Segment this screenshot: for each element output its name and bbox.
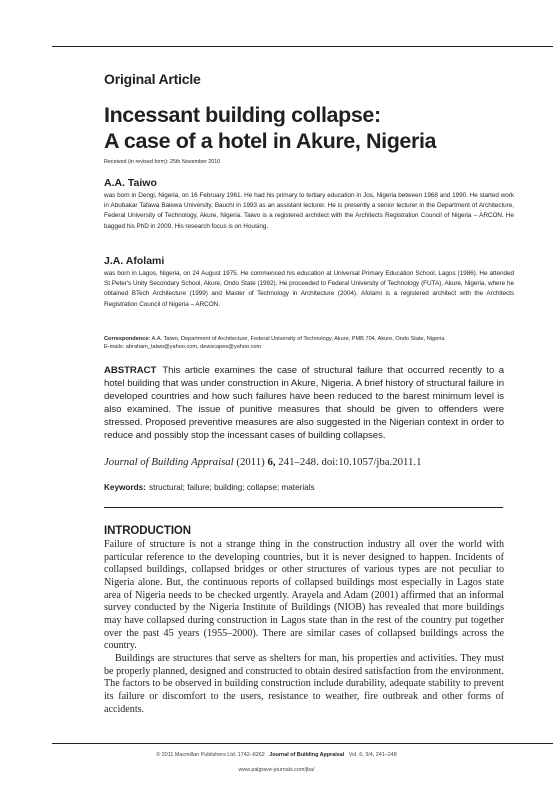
footer-copyright-line [0,752,553,758]
author-bio: was born in Lagos, Nigeria, on 24 August 1975. He commenced his education at Universal Primary Education School, Lagos (1986). He attended St Peter's Unity Secondary School, Akure, Ondo State (1992). He proceeded to Federal University of Technology (FUTA), Akure, Nigeria, where he obtained BTech Architecture (1999) and Master of Technology in Architecture (2004). Afolami is a registered architect with the Architects Registration Council of Nigeria – ARCON. [104,270,514,308]
footer-volume: Vol. 6, 3/4, 241–248 [348,752,397,758]
top-rule [52,46,553,47]
author-name: A.A. Taiwo [104,177,157,189]
title-line-2: A case of a hotel in Akure, Nigeria [104,129,437,153]
introduction-paragraph: Buildings are structures that serve as shelters for man, his properties and activities. They must be properly planned, designed and constructed to obtain desired satisfaction from the environment. The factors to be observed in building construction include durability, adequate stability to prevent its failure or discomfort to the users, resistance to weather, fire outbreak and other forms of accidents. [104,652,504,715]
correspondence-emails: E-mails: abraham_taiwo@yahoo.com, dewscapex@yahoo.com [104,344,262,351]
introduction-paragraph: Failure of structure is not a strange thing in the construction industry all over the world with particular reference to the developing countries, but it is never designed to happen. Incidents of collapsed buildings, collapsed bridges or other structures of various types are not peculiar to Nigeria alone. But, the continuous reports of collapsed buildings most especially in Lagos state area of Nigeria needs to be checked urgently. Arayela and Adam (2001) affirmed that an informal survey conducted by the Nigeria Institute of Buildings (NIOB) has revealed that more buildings may have collapsed during construction in Lagos state than in the rest of the country put together over the past 45 years (1955–2000). There are similar cases of collapsed buildings across the country. [104,539,504,652]
author-name: J.A. Afolami [104,255,165,267]
keywords-text: structural; failure; building; collapse; materials [149,483,315,492]
title-line-1: Incessant building collapse: [104,103,381,127]
citation-journal: Journal of Building Appraisal [104,456,234,468]
keywords [104,483,315,492]
introduction-heading: INTRODUCTION [104,525,191,537]
correspondence [104,335,514,352]
correspondence-label: Correspondence: [104,336,151,342]
footer-copyright: © 2011 Macmillan Publishers Ltd. 1742–8262 [156,752,265,758]
footer-url[interactable]: www.palgrave-journals.com/jba/ [238,767,315,773]
correspondence-address: A.A. Taiwo, Department of Architecture, Federal University of Technology, Akure, PMB 704, Akure, Ondo State, Nigeria [151,336,445,342]
citation-volume: 6, [267,456,276,468]
author-block-taiwo [104,177,514,232]
abstract-text: This article examines the case of structural failure that occurred recently to a hotel building that was under construction in Akure, Nigeria. A brief history of structural failure in developed countries and how such failures have been reduced to the barest minimum level is also examined. The issue of punitive measures that should be given to offenders were stressed. Proposed preventive measures are also suggested in the Nigerian context in order to reduce and possibly stop the incessant cases of building collapses. [104,365,504,441]
received-date: Received (in revised form): 25th November 2010 [104,159,221,165]
footer-rule [52,743,553,744]
article-title [104,102,544,154]
citation [104,456,422,468]
abstract-label: ABSTRACT [104,365,157,376]
keywords-label: Keywords: [104,483,146,492]
footer-journal: Journal of Building Appraisal [269,752,345,758]
citation-year: (2011) [236,456,265,468]
keywords-divider [104,507,503,508]
citation-pages-doi: 241–248. doi:10.1057/jba.2011.1 [278,456,422,468]
section-label: Original Article [104,71,201,87]
author-block-afolami [104,255,514,310]
introduction-body [104,539,504,716]
abstract [104,365,504,442]
author-bio: was born in Dengi, Nigeria, on 16 February 1961. He had his primary to tertiary education in Jos, Nigeria between 1968 and 1990. He started work in Abubakar Tafawa Balewa University, Bauchi in 1993 as an assistant lecturer. He is presently a senior lecturer in the Department of Architecture, Federal University of Technology, Akure, Nigeria. Taiwo is a registered architect with the Architects Registration Council of Nigeria – ARCON. He bagged his PhD in 2009. His research focus is on Housing. [104,192,514,230]
